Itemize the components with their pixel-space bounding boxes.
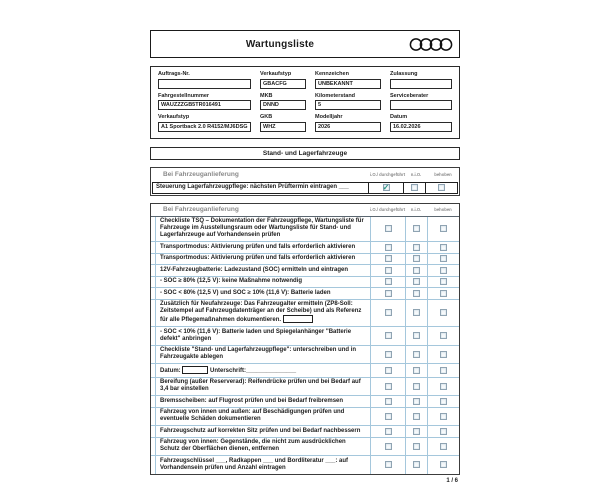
checkbox-cell bbox=[370, 438, 405, 456]
checklist-row bbox=[151, 276, 459, 288]
form-field-input[interactable] bbox=[390, 100, 452, 110]
checkbox[interactable] bbox=[440, 290, 447, 297]
column-header-ok: i.O./ durchgeführt bbox=[370, 207, 406, 212]
checkbox-cell bbox=[405, 277, 427, 288]
checkbox[interactable] bbox=[413, 225, 420, 232]
row-text: 12V-Fahrzeugbatterie: Ladezustand (SOC) ermitteln und eintragen bbox=[160, 266, 349, 273]
form-field bbox=[260, 93, 306, 111]
row-text: Zusätzlich für Neufahrzeuge: Das Fahrzeugalter ermitteln (ZP8-Soll: Zeitstempel auf Fahrzeugdatenträger an der Scheibe) und als Referenz für alle Pflegemaßnahmen dokumentieren. bbox=[160, 301, 362, 323]
form-field-input[interactable] bbox=[390, 79, 452, 89]
row-text: Checkliste "Stand- und Lagerfahrzeugpflege": unterschreiben und in Fahrzeugakte ablegen bbox=[160, 347, 357, 360]
checklist-item-text bbox=[156, 288, 370, 299]
column-header-nok: n.i.O. bbox=[410, 207, 422, 212]
checkbox-cell bbox=[370, 242, 405, 253]
checkbox-cell bbox=[405, 438, 427, 456]
checkbox-cell bbox=[427, 438, 459, 456]
checklist-row bbox=[151, 425, 459, 437]
checkbox-cell bbox=[427, 396, 459, 407]
form-field bbox=[158, 71, 251, 89]
checkbox[interactable] bbox=[413, 255, 420, 262]
form-field-input[interactable]: GBACFG bbox=[260, 79, 306, 89]
form-field bbox=[315, 93, 381, 111]
checklist-row bbox=[151, 437, 459, 456]
checkbox-cell bbox=[427, 426, 459, 437]
row-text: Fahrzeugschutz auf korrekten Sitz prüfen und bei Bedarf nachbessern bbox=[160, 427, 361, 434]
row-text: - SOC < 80% (12,5 V) und SOC ≥ 10% (11,6 V): Batterie laden bbox=[160, 289, 331, 296]
checkbox[interactable] bbox=[385, 225, 392, 232]
form-field-label: Modelljahr bbox=[315, 114, 343, 120]
checkbox[interactable] bbox=[385, 278, 392, 285]
checkbox[interactable] bbox=[440, 383, 447, 390]
audi-rings-icon bbox=[409, 37, 453, 52]
form-field-label: Auftrags-Nr. bbox=[158, 71, 190, 77]
form-field bbox=[158, 114, 251, 132]
row-text: Transportmodus: Aktivierung prüfen und falls erforderlich aktivieren bbox=[160, 243, 356, 250]
checklist-item-text bbox=[156, 396, 370, 407]
form-field-label: Zulassung bbox=[390, 71, 418, 77]
checkbox[interactable] bbox=[385, 413, 392, 420]
form-field-input[interactable]: A1 Sportback 2.0 R4152/MJ6DSG bbox=[158, 122, 251, 132]
checkbox[interactable] bbox=[440, 255, 447, 262]
column-header-nok: n.i.O. bbox=[410, 171, 422, 177]
checklist-row bbox=[151, 407, 459, 426]
document-page bbox=[150, 30, 460, 484]
checkbox[interactable] bbox=[440, 443, 447, 450]
checkbox-cell bbox=[368, 183, 403, 193]
checkbox-cell bbox=[370, 327, 405, 345]
checkbox-cell bbox=[427, 277, 459, 288]
row-text: Fahrzeugschlüssel ___, Radkappen ___ und Bordliteratur ___: auf Vorhandensein prüfen und Anzahl eintragen bbox=[160, 457, 349, 471]
form-field-input[interactable]: WAUZZZGB5TR016491 bbox=[158, 100, 251, 110]
checkbox[interactable] bbox=[385, 398, 392, 405]
form-field-label: Datum bbox=[390, 114, 408, 120]
checkbox-cell bbox=[370, 254, 405, 265]
checkbox-cell bbox=[405, 254, 427, 265]
row-text: Bremsscheiben: auf Flugrost prüfen und bei Bedarf freibremsen bbox=[160, 397, 344, 404]
checklist-row bbox=[151, 326, 459, 345]
form-field-input[interactable]: 2026 bbox=[315, 122, 381, 132]
checkbox-cell bbox=[370, 408, 405, 426]
checkbox[interactable] bbox=[413, 367, 420, 374]
checkbox[interactable] bbox=[440, 461, 447, 468]
vehicle-data-form bbox=[150, 66, 460, 139]
checklist-row bbox=[151, 455, 459, 474]
checkbox[interactable] bbox=[440, 309, 447, 316]
checkbox-cell bbox=[370, 346, 405, 364]
checkbox[interactable] bbox=[440, 351, 447, 358]
checkbox-cell bbox=[427, 217, 459, 242]
checkbox[interactable] bbox=[413, 309, 420, 316]
checkbox-cell bbox=[370, 378, 405, 396]
checklist-item-text bbox=[156, 456, 370, 474]
table2-header-label: Bei Fahrzeuganlieferung bbox=[163, 206, 239, 213]
form-field bbox=[158, 93, 251, 111]
checkbox-cell bbox=[370, 364, 405, 377]
checkbox-cell bbox=[370, 426, 405, 437]
checkbox-cell bbox=[405, 346, 427, 364]
checkbox[interactable] bbox=[440, 278, 447, 285]
checkbox-cell bbox=[405, 456, 427, 474]
form-field-label: MKB bbox=[260, 92, 273, 99]
column-header-fixed: behoben bbox=[434, 207, 452, 212]
checkbox-cell bbox=[370, 456, 405, 474]
checkbox-cell bbox=[405, 300, 427, 327]
checkbox-cell bbox=[405, 426, 427, 437]
checkbox[interactable] bbox=[385, 428, 392, 435]
checkbox[interactable] bbox=[413, 290, 420, 297]
form-field-input[interactable]: 16.02.2026 bbox=[390, 122, 452, 132]
inline-input-box[interactable] bbox=[283, 315, 313, 323]
checkbox-cell bbox=[427, 364, 459, 377]
row-text: - SOC ≥ 80% (12,5 V): keine Maßnahme notwendig bbox=[160, 278, 302, 284]
form-field-label: Kennzeichen bbox=[315, 71, 349, 77]
checkbox-cell bbox=[405, 327, 427, 345]
checkbox-cell bbox=[405, 217, 427, 242]
checklist-item-text bbox=[153, 183, 368, 193]
checkbox[interactable] bbox=[413, 383, 420, 390]
checklist-row bbox=[151, 377, 459, 396]
table2-rows bbox=[151, 217, 459, 474]
checklist-row bbox=[151, 253, 459, 265]
checklist-item-text bbox=[156, 277, 370, 288]
checkbox-cell bbox=[370, 396, 405, 407]
inline-input-box[interactable] bbox=[182, 366, 208, 374]
row-text: Checkliste TSQ – Dokumentation der Fahrzeugpflege, Wartungsliste für Fahrzeuge im Ausstellungsraum oder Wartungsliste für Stand- und Lagerfahrzeuge auf Vorhandensein prüfen bbox=[160, 218, 364, 238]
form-field bbox=[390, 71, 452, 89]
checklist-item-text bbox=[156, 346, 370, 364]
checkbox[interactable] bbox=[385, 443, 392, 450]
checklist-item-text bbox=[156, 364, 370, 377]
checkbox[interactable] bbox=[440, 413, 447, 420]
checklist-item-text bbox=[156, 254, 370, 265]
checkbox-cell bbox=[427, 456, 459, 474]
row-text: Datum: bbox=[160, 367, 183, 374]
checkbox[interactable] bbox=[411, 184, 418, 191]
checkbox-cell bbox=[370, 277, 405, 288]
checkbox[interactable] bbox=[413, 244, 420, 251]
checklist-item-text bbox=[156, 408, 370, 426]
checklist-item-text bbox=[156, 426, 370, 437]
form-field-label: Verkaufstyp bbox=[158, 114, 190, 120]
checkbox[interactable] bbox=[385, 367, 392, 374]
checkbox-cell bbox=[370, 300, 405, 327]
table2-header-row bbox=[151, 204, 459, 217]
checkbox[interactable] bbox=[385, 267, 392, 274]
checkbox[interactable] bbox=[385, 351, 392, 358]
form-field-label: Fahrgestellnummer bbox=[158, 92, 210, 99]
row-text: Transportmodus: Aktivierung prüfen und falls erforderlich aktivieren bbox=[160, 255, 356, 261]
checkbox[interactable] bbox=[440, 225, 447, 232]
checkbox[interactable] bbox=[440, 244, 447, 251]
section-bar-title: Stand- und Lagerfahrzeuge bbox=[262, 149, 348, 157]
checkbox[interactable] bbox=[385, 255, 392, 262]
row-text: Steuerung Lagerfahrzeugpflege: nächsten Prüftermin eintragen ___ bbox=[156, 183, 349, 190]
checklist-row bbox=[151, 217, 459, 242]
checklist-row bbox=[151, 299, 459, 327]
checkbox[interactable] bbox=[385, 332, 392, 339]
form-field bbox=[315, 71, 381, 89]
checkbox[interactable] bbox=[440, 332, 447, 339]
checkbox[interactable] bbox=[413, 398, 420, 405]
form-field bbox=[260, 114, 306, 132]
table1-rows bbox=[151, 182, 459, 194]
checkbox[interactable] bbox=[413, 443, 420, 450]
checkbox[interactable] bbox=[413, 428, 420, 435]
checkbox[interactable] bbox=[385, 461, 392, 468]
checkbox[interactable] bbox=[440, 367, 447, 374]
checkbox-cell bbox=[405, 288, 427, 299]
row-text: Fahrzeug von innen: Gegenstände, die nicht zum ausdrücklichen Schutz der Oberflächen dienen, entfernen bbox=[160, 439, 346, 452]
checkbox-checked[interactable]: ✓ bbox=[382, 183, 390, 192]
checklist-table-delivery-2 bbox=[150, 203, 460, 475]
checkbox-cell bbox=[403, 183, 425, 193]
checkbox-cell bbox=[405, 265, 427, 276]
form-field-label: Verkaufstyp bbox=[260, 71, 292, 77]
checkbox[interactable] bbox=[385, 383, 392, 390]
checkbox-cell bbox=[425, 183, 457, 193]
table1-header-label: Bei Fahrzeuganlieferung bbox=[163, 170, 239, 178]
form-field-label: GKB bbox=[260, 114, 273, 120]
checkbox-cell bbox=[405, 408, 427, 426]
checkbox-cell bbox=[427, 327, 459, 345]
checklist-row bbox=[152, 182, 458, 194]
checklist-item-text bbox=[156, 242, 370, 253]
checkbox[interactable] bbox=[413, 413, 420, 420]
checkbox-cell bbox=[405, 396, 427, 407]
checkbox[interactable] bbox=[385, 309, 392, 316]
form-field-input[interactable]: WHZ bbox=[260, 122, 306, 132]
form-field-input[interactable]: DNND bbox=[260, 100, 306, 110]
checkbox-cell bbox=[427, 242, 459, 253]
form-field bbox=[315, 114, 381, 132]
form-field-input[interactable]: UNBEKANNT bbox=[315, 79, 381, 89]
checklist-row bbox=[151, 241, 459, 253]
row-text: Fahrzeug von innen und außen: auf Beschädigungen prüfen und eventuelle Schäden dokumentieren bbox=[160, 409, 345, 422]
table1-header-row bbox=[151, 168, 459, 181]
checkbox-cell bbox=[427, 288, 459, 299]
checklist-item-text bbox=[156, 300, 370, 327]
checkbox-cell bbox=[405, 364, 427, 377]
row-text: - SOC < 10% (11,6 V): Batterie laden und Spiegelanhänger "Batterie defekt" anbringen bbox=[160, 328, 352, 342]
section-bar bbox=[150, 147, 460, 160]
row-text: Unterschrift:_______________ bbox=[208, 367, 297, 374]
row-text: Bereifung (außer Reserverad): Reifendrücke prüfen und bei Bedarf auf 3,4 bar einstellen bbox=[160, 379, 361, 392]
checklist-row bbox=[151, 363, 459, 377]
checklist-item-text bbox=[156, 378, 370, 396]
checklist-item-text bbox=[156, 438, 370, 456]
form-field bbox=[260, 71, 306, 89]
checkbox[interactable] bbox=[413, 461, 420, 468]
checkbox-cell bbox=[427, 300, 459, 327]
checkbox-cell bbox=[427, 265, 459, 276]
page-title: Wartungsliste bbox=[245, 38, 315, 50]
checkbox-cell bbox=[370, 288, 405, 299]
checkbox-cell bbox=[427, 254, 459, 265]
checkbox[interactable] bbox=[440, 428, 447, 435]
checkbox-cell bbox=[427, 408, 459, 426]
checkbox-cell bbox=[427, 346, 459, 364]
checklist-item-text bbox=[156, 327, 370, 345]
checkbox[interactable] bbox=[438, 184, 445, 191]
checklist-item-text bbox=[156, 217, 370, 242]
checkbox[interactable] bbox=[385, 290, 392, 297]
checkbox[interactable] bbox=[413, 351, 420, 358]
page-number: 1 / 6 bbox=[446, 477, 458, 484]
checklist-row bbox=[151, 264, 459, 276]
form-field-label: Kilometerstand bbox=[315, 92, 356, 99]
checkbox-cell bbox=[370, 217, 405, 242]
checkbox[interactable] bbox=[413, 332, 420, 339]
checkbox[interactable] bbox=[413, 267, 420, 274]
checklist-row bbox=[151, 345, 459, 364]
checkbox[interactable] bbox=[440, 398, 447, 405]
checklist-item-text bbox=[156, 265, 370, 276]
checklist-table-delivery-1 bbox=[150, 167, 460, 196]
column-header-ok: i.O./ durchgeführt bbox=[370, 171, 406, 177]
column-header-fixed: behoben bbox=[434, 171, 452, 177]
form-field-label: Serviceberater bbox=[390, 92, 429, 99]
checkbox-cell bbox=[370, 265, 405, 276]
document-header bbox=[150, 30, 460, 58]
checkbox[interactable] bbox=[413, 278, 420, 285]
checkbox[interactable] bbox=[440, 267, 447, 274]
checkbox-cell bbox=[427, 378, 459, 396]
checkbox-cell bbox=[405, 242, 427, 253]
checkbox[interactable] bbox=[385, 244, 392, 251]
checklist-row bbox=[151, 395, 459, 407]
form-field bbox=[390, 93, 452, 111]
form-field bbox=[390, 114, 452, 132]
form-field-input[interactable] bbox=[158, 79, 251, 89]
checkbox-cell bbox=[405, 378, 427, 396]
form-field-input[interactable]: 5 bbox=[315, 100, 381, 110]
checklist-row bbox=[151, 287, 459, 299]
